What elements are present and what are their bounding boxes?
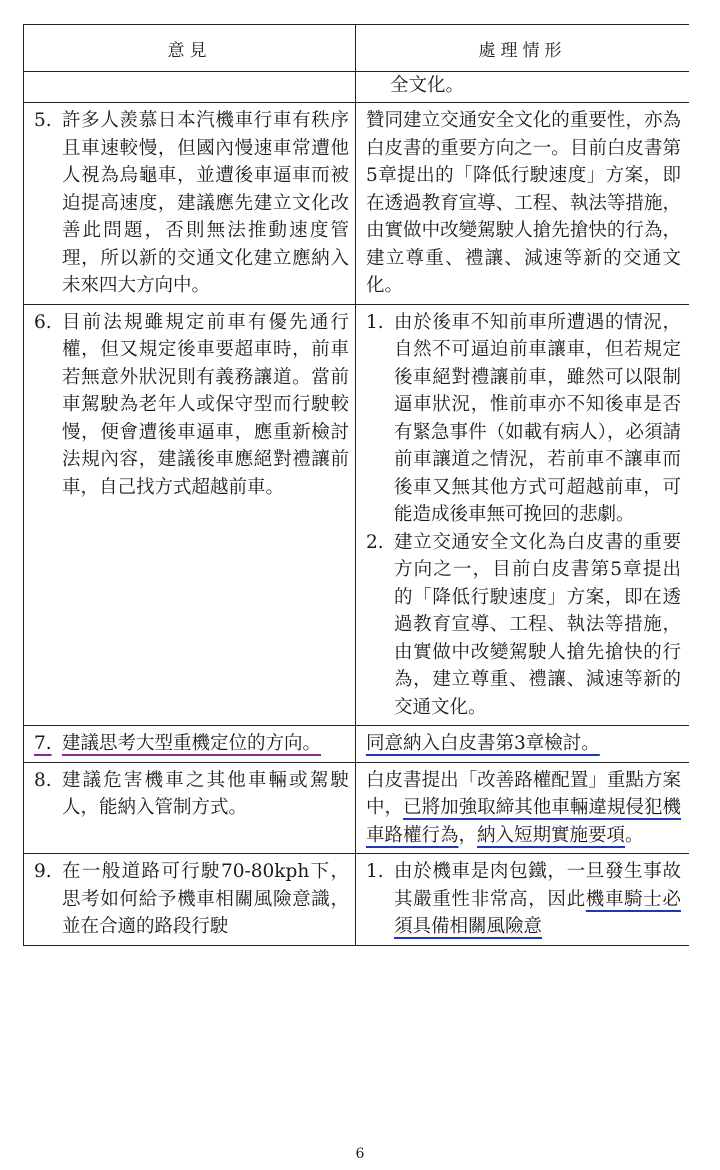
response-text-underlined: 已將加強取締其他車輛違規侵犯機車路權行為: [366, 797, 681, 846]
opinion-number: 8.: [34, 769, 52, 791]
response-text-part: 白皮書提出「改善路權配置」重點方案中，: [366, 769, 681, 818]
response-text-part: ，: [458, 824, 478, 846]
response-list-item: [366, 529, 681, 722]
response-list-item: [356, 854, 689, 945]
table-row-continuation: [24, 72, 690, 103]
continuation-text: 全文化。: [390, 75, 465, 96]
response-text: 贊同建立交通安全文化的重要性，亦為白皮書的重要方向之一。目前白皮書第5章提出的「降低行駛速度」方案，即在透過教育宣導、工程、執法等措施，由實做中改變駕駛人搶先搶快的行為，建立尊重、禮讓、減速等新的交通文化。: [366, 110, 681, 296]
opinion-text: 建議危害機車之其他車輛或駕駛人，能納入管制方式。: [62, 769, 349, 818]
response-text-underlined: 納入短期實施要項: [477, 824, 626, 846]
response-text-part: 由於機車是肉包鐵，一旦發生事故其嚴重性非常高，因此: [394, 861, 681, 910]
response-text-part: 。: [625, 824, 644, 846]
opinion-number: 6.: [34, 311, 52, 333]
table-header-row: [24, 25, 690, 72]
opinion-number: 9.: [34, 861, 52, 882]
table-row: [24, 726, 690, 763]
table-row: [24, 304, 690, 726]
continuation-left-cell: [24, 72, 356, 103]
opinion-number: 5.: [34, 110, 52, 131]
table-row: [24, 854, 690, 946]
opinion-text: 目前法規雖規定前車有優先通行權，但又規定後車要超車時，前車若無意外狀況則有義務讓道。當前車駕駛為老年人或保守型而行駛較慢，便會遭後車逼車，應重新檢討法規內容，建議後車應絕對禮讓前車，自己找方式超越前車。: [62, 311, 349, 498]
page-number: 6: [355, 1146, 365, 1162]
document-page: [23, 24, 689, 1124]
opinion-number: 7.: [34, 733, 52, 754]
response-item-text: 建立交通安全文化為白皮書的重要方向之一，目前白皮書第5章提出的「降低行駛速度」方案，即在透過教育宣導、工程、執法等措施，由實做中改變駕駛人搶先搶快的行為，建立尊重、禮讓、減速等新的交通文化。: [394, 531, 681, 718]
header-response: 處理情形: [356, 25, 690, 72]
opinion-text: 在一般道路可行駛70-80kph下，思考如何給予機車相關風險意識，並在合適的路段行駛: [62, 861, 349, 937]
response-item-text: 由於後車不知前車所遭遇的情況，自然不可逼迫前車讓車，但若規定後車絕對禮讓前車，雖然可以限制逼車狀況，惟前車亦不知後車是否有緊急事件（如載有病人），必須請前車讓道之情況，若前車不讓車而後車又無其他方式可超越前車，可能造成後車無可挽回的悲劇。: [394, 311, 681, 525]
header-opinion: 意見: [24, 25, 356, 72]
response-item-number: 2.: [366, 531, 384, 553]
response-item-number: 1.: [366, 861, 384, 882]
response-text-underlined: 同意納入白皮書第3章檢討。: [366, 733, 600, 754]
opinion-response-table: [23, 24, 689, 946]
response-text-underlined: 機車騎士必須具備相關風險意: [394, 888, 681, 937]
continuation-right-cell: [356, 72, 690, 103]
response-item-text: [394, 858, 681, 941]
table-row: [24, 762, 690, 854]
response-list-item: [366, 309, 681, 529]
table-row: [24, 103, 690, 305]
opinion-text: 許多人羨慕日本汽機車行車有秩序且車速較慢，但國內慢速車常遭他人視為烏龜車，並遭後車逼車而被迫提高速度，建議應先建立文化改善此問題，否則無法推動速度管理，所以新的交通文化建立應納入未來四大方向中。: [62, 110, 349, 296]
response-text: [356, 763, 689, 854]
opinion-text-underlined: 建議思考大型重機定位的方向。: [62, 733, 322, 754]
response-item-number: 1.: [366, 311, 384, 333]
